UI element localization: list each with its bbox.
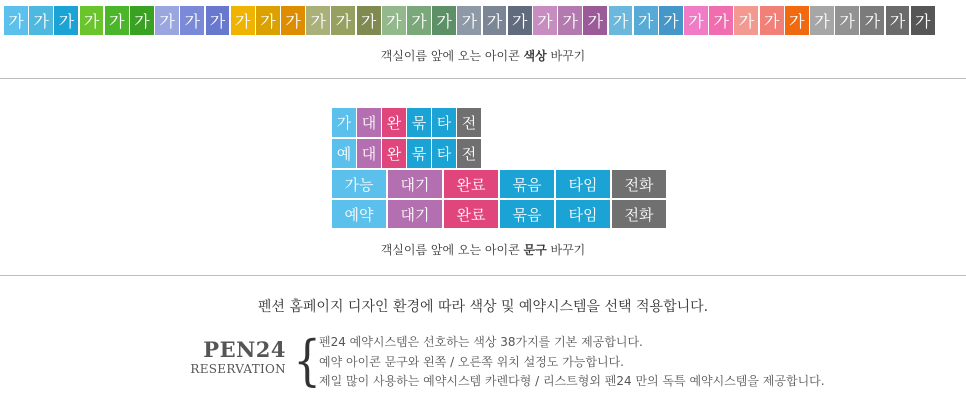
description-line: 예약 아이콘 문구와 왼쪽 / 오른쪽 위치 설정도 가능합니다. [319,354,624,369]
single-char-icon-row [332,139,668,168]
color-swatch[interactable]: 가 [331,6,355,35]
single-char-icon-row [332,108,668,137]
description-list [319,333,825,392]
word-icon: 묶음 [500,200,554,228]
icon-label-examples [332,108,668,230]
color-swatch[interactable]: 가 [734,6,758,35]
color-swatch[interactable]: 가 [684,6,708,35]
color-swatch[interactable]: 가 [180,6,204,35]
color-swatch[interactable]: 가 [306,6,330,35]
word-icon: 대기 [388,170,442,198]
word-icon: 타임 [556,170,610,198]
single-char-icon: 완 [382,108,406,137]
color-swatch[interactable]: 가 [785,6,809,35]
color-swatch[interactable]: 가 [357,6,381,35]
color-swatch[interactable]: 가 [609,6,633,35]
word-icon-row [332,200,668,228]
color-swatch[interactable]: 가 [281,6,305,35]
color-caption [0,47,966,64]
color-swatch[interactable]: 가 [533,6,557,35]
word-icon: 완료 [444,170,498,198]
single-char-icon: 전 [457,108,481,137]
single-char-icon: 예 [332,139,356,168]
brand-title: PEN24 [203,337,286,362]
color-caption-suffix: 바꾸기 [546,49,586,63]
description-line: 제일 많이 사용하는 예약시스템 카렌다형 / 리스트형외 펜24 만의 독특 예약시스템을 제공합니다. [319,374,825,388]
color-swatch[interactable]: 가 [432,6,456,35]
color-swatch[interactable]: 가 [80,6,104,35]
color-swatch[interactable]: 가 [709,6,733,35]
color-swatch[interactable]: 가 [659,6,683,35]
word-icon: 예약 [332,200,386,228]
color-swatch[interactable]: 가 [886,6,910,35]
word-icon: 전화 [612,200,666,228]
brace-symbol: { [293,329,321,392]
color-swatch[interactable]: 가 [130,6,154,35]
word-icon: 묶음 [500,170,554,198]
color-swatch[interactable]: 가 [29,6,53,35]
word-icon: 가능 [332,170,386,198]
single-char-icon: 완 [382,139,406,168]
single-char-icon: 묶 [407,108,431,137]
description-line: 펜24 예약시스템은 선호하는 색상 38가지를 기본 제공합니다. [319,335,643,349]
word-icon: 타임 [556,200,610,228]
label-caption-suffix: 바꾸기 [546,243,586,257]
single-char-icon: 타 [432,139,456,168]
single-char-icon: 대 [357,108,381,137]
color-swatch[interactable]: 가 [634,6,658,35]
single-char-icon: 가 [332,108,356,137]
label-caption-highlight: 문구 [523,243,547,257]
color-swatch[interactable]: 가 [105,6,129,35]
word-icon: 완료 [444,200,498,228]
word-icon-row [332,170,668,198]
color-swatch[interactable]: 가 [231,6,255,35]
color-swatch-palette [4,6,936,35]
headline: 펜션 홈페이지 디자인 환경에 따라 색상 및 예약시스템을 선택 적용합니다. [257,299,709,315]
color-swatch[interactable]: 가 [206,6,230,35]
label-caption-prefix: 객실이름 앞에 오는 아이콘 [380,243,524,257]
color-swatch[interactable]: 가 [911,6,935,35]
color-swatch[interactable]: 가 [835,6,859,35]
color-swatch[interactable]: 가 [508,6,532,35]
color-swatch[interactable]: 가 [457,6,481,35]
brand-logo [178,339,286,377]
single-char-icon: 전 [457,139,481,168]
brand-subtitle: RESERVATION [190,362,286,376]
color-swatch[interactable]: 가 [583,6,607,35]
color-caption-prefix: 객실이름 앞에 오는 아이콘 [380,49,524,63]
color-swatch[interactable]: 가 [256,6,280,35]
color-swatch[interactable]: 가 [382,6,406,35]
single-char-icon: 대 [357,139,381,168]
word-icon: 대기 [388,200,442,228]
section-divider-bottom [0,275,966,276]
color-swatch[interactable]: 가 [558,6,582,35]
color-swatch[interactable]: 가 [54,6,78,35]
section-divider-top [0,78,966,79]
single-char-icon: 타 [432,108,456,137]
color-swatch[interactable]: 가 [155,6,179,35]
single-char-icon: 묶 [407,139,431,168]
color-swatch[interactable]: 가 [407,6,431,35]
color-swatch[interactable]: 가 [483,6,507,35]
color-swatch[interactable]: 가 [4,6,28,35]
color-swatch[interactable]: 가 [760,6,784,35]
label-caption [0,241,966,258]
color-swatch[interactable]: 가 [810,6,834,35]
word-icon: 전화 [612,170,666,198]
color-swatch[interactable]: 가 [860,6,884,35]
color-caption-highlight: 색상 [523,49,547,63]
